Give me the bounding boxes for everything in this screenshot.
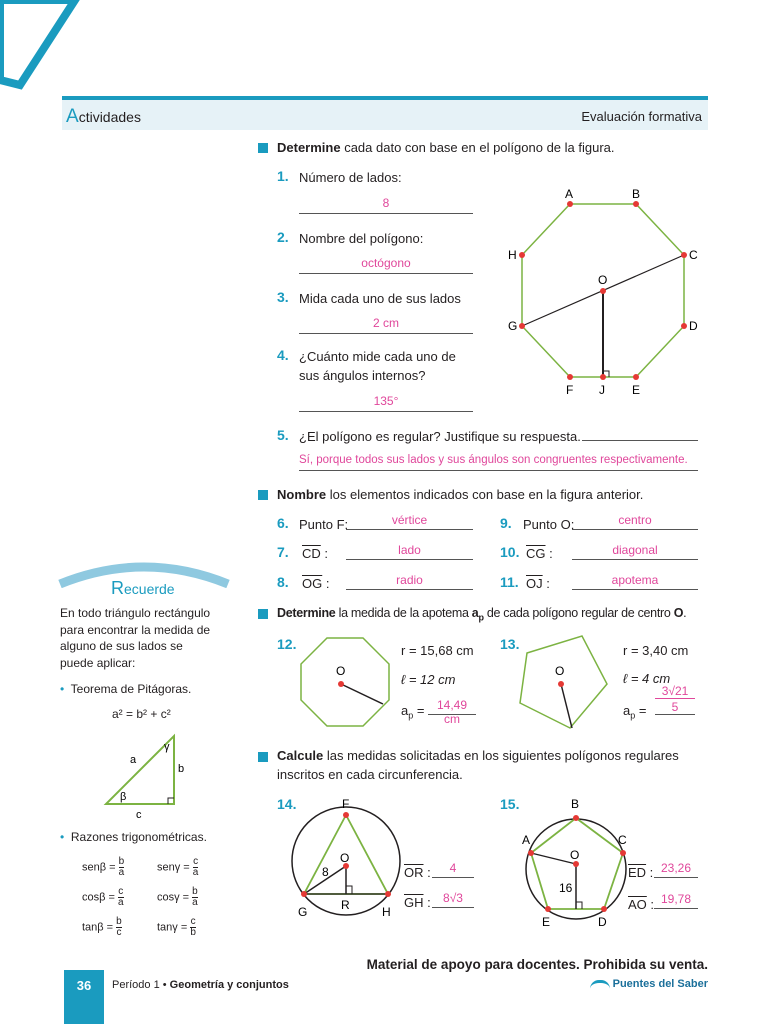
q4-text2: sus ángulos internos? [299, 368, 426, 383]
trig-label: tanγ = [157, 920, 188, 933]
q15-label-16: 16 [559, 881, 573, 895]
q6-answer: vértice [346, 513, 473, 530]
q8-label: $\overline{OG}$ : [302, 576, 330, 591]
q13-ap-a: a [623, 703, 631, 718]
label-D: D [689, 319, 698, 333]
section3-text2: de cada polígono regular de centro [483, 606, 674, 620]
trig-grid [82, 852, 232, 942]
trig-num: b [116, 915, 122, 927]
trig-num: c [190, 915, 196, 927]
q9-label: Punto O: [523, 517, 575, 532]
q7-label: $\overline{CD}$ : [302, 546, 329, 561]
trig-den: a [118, 896, 124, 908]
q13-center-label: O [555, 664, 565, 678]
header-title [66, 106, 141, 128]
q15-ao-segment: $\overline{AO}$ [628, 897, 647, 912]
section2-heading [277, 487, 643, 502]
q8-answer: radio [346, 573, 473, 590]
tri-beta: β [120, 791, 127, 803]
q14-gh-segment: $\overline{GH}$ [404, 895, 424, 910]
section2-bold: Nombre [277, 487, 327, 502]
q10-label: $\overline{CG}$ : [526, 546, 553, 561]
section2-text: los elementos indicados con base en la figura anterior. [326, 487, 644, 502]
trig-label: senβ = [82, 860, 116, 873]
q7-segment: $\overline{CD}$ [302, 546, 321, 561]
q14-or-segment: $\overline{OR}$ [404, 865, 424, 880]
bullet-dot: • [60, 830, 65, 844]
q13-answer-num: 3√21 [655, 684, 695, 699]
bullet2-text: Razones trigonométricas. [70, 830, 207, 844]
bridge-icon [590, 980, 610, 989]
q15-label-O: O [570, 848, 580, 862]
label-B: B [632, 187, 641, 201]
q14-gh-answer: 8√3 [432, 891, 474, 908]
q13-ap [623, 701, 646, 726]
q5-number: 5. [277, 427, 289, 443]
label-O: O [598, 273, 608, 287]
q8-segment: $\overline{OG}$ [302, 576, 323, 591]
q15-label-E: E [542, 915, 551, 929]
q13-l: ℓ = 4 cm [623, 671, 671, 686]
q12-number: 12. [277, 636, 297, 652]
section3-a: a [471, 606, 479, 620]
trig-fraction [119, 857, 125, 878]
pitagoras-formula: a² = b² + c² [112, 707, 171, 721]
recuerde-line: alguno de sus lados se [60, 639, 183, 653]
section-marker [258, 490, 268, 500]
tri-a: a [130, 754, 137, 766]
q15-label-A: A [522, 833, 531, 847]
q9-number: 9. [500, 515, 512, 531]
trig-den: a [118, 866, 125, 878]
section3-bold: Determine [277, 606, 336, 620]
q3-number: 3. [277, 289, 289, 305]
tri-gamma: γ [164, 741, 170, 753]
q4-answer: 135° [299, 394, 473, 412]
recuerde-text [60, 605, 210, 671]
q12-ap [401, 701, 424, 726]
recuerde-initial: R [111, 578, 124, 598]
section-marker [258, 143, 268, 153]
trig-label: cosγ = [157, 890, 190, 903]
q15-number: 15. [500, 796, 520, 812]
q15-label-D: D [598, 915, 607, 929]
q14-gh-label: $\overline{GH}$ : [404, 895, 431, 910]
footer-brand [590, 978, 708, 990]
recuerde-line: para encontrar la medida de [60, 622, 211, 637]
footer-subject: Geometría y conjuntos [169, 979, 289, 991]
section4-heading [277, 748, 679, 763]
q5-line1 [582, 440, 698, 441]
label-C: C [689, 248, 698, 262]
q12-r: r = 15,68 cm [401, 643, 474, 658]
trig-fraction [190, 917, 196, 938]
q3-text: Mida cada uno de sus lados [299, 291, 461, 306]
q13-pentagon [515, 628, 615, 738]
label-E: E [632, 383, 641, 397]
section3-text: la medida de la apotema [335, 606, 472, 620]
q12-ap-a: a [401, 703, 409, 718]
q14-or-label: $\overline{OR}$ : [404, 865, 431, 880]
q13-answer-den: 5 [655, 700, 695, 715]
footer-notice: Material de apoyo para docentes. Prohibida su venta. [366, 957, 708, 972]
label-F: F [566, 383, 574, 397]
recuerde-line: En todo triángulo rectángulo [60, 606, 211, 620]
section1-text: cada dato con base en el polígono de la figura. [340, 140, 615, 155]
octagon-figure [500, 180, 710, 400]
right-triangle [98, 730, 198, 820]
trig-label: cosβ = [82, 890, 115, 903]
q12-octagon [296, 632, 396, 737]
q5-answer: Sí, porque todos sus lados y sus ángulos son congruentes respectivamente. [299, 454, 698, 471]
q11-segment: $\overline{OJ}$ [526, 576, 543, 591]
trig-fraction [192, 887, 198, 908]
q15-ed-label: $\overline{ED}$ : [628, 865, 654, 880]
q12-l: ℓ = 12 cm [401, 672, 456, 687]
q14-label-R: R [341, 898, 350, 912]
q2-text: Nombre del polígono: [299, 231, 424, 246]
q14-label-H: H [382, 905, 391, 919]
brand-text: Puentes del Saber [612, 978, 708, 990]
recuerde-title-text: ecuerde [124, 581, 175, 597]
q12-center-label: O [336, 664, 346, 678]
q14-figure [290, 792, 410, 922]
q10-segment: $\overline{CG}$ [526, 546, 546, 561]
q4-text1: ¿Cuánto mide cada uno de [299, 349, 456, 364]
q14-label-F: F [342, 797, 350, 811]
q5-text: ¿El polígono es regular? Justifique su respuesta. [299, 429, 581, 444]
q1-text: Número de lados: [299, 170, 402, 185]
q1-number: 1. [277, 168, 289, 184]
section4-heading2: inscritos en cada circunferencia. [277, 767, 463, 782]
section4-bold: Calcule [277, 748, 324, 763]
corner-decoration [0, 0, 90, 100]
footer-period [112, 979, 289, 991]
q15-ed-answer: 23,26 [654, 861, 698, 878]
tri-b: b [178, 763, 185, 775]
section3-o: O [673, 606, 684, 620]
tri-c: c [136, 809, 142, 820]
header-title-text: ctividades [78, 109, 141, 125]
bullet-razones [60, 830, 207, 844]
q6-number: 6. [277, 515, 289, 531]
q13-r: r = 3,40 cm [623, 643, 689, 658]
recuerde-title [111, 578, 175, 599]
trig-den: b [190, 926, 196, 938]
section1-heading [277, 140, 615, 155]
section-marker [258, 609, 268, 619]
q10-answer: diagonal [572, 543, 698, 560]
label-H: H [508, 248, 517, 262]
q2-number: 2. [277, 229, 289, 245]
trig-den: a [192, 896, 198, 908]
q15-label-B: B [571, 797, 580, 811]
label-A: A [565, 187, 574, 201]
trig-num: b [192, 885, 198, 897]
q11-label: $\overline{OJ}$ : [526, 576, 550, 591]
trig-fraction [116, 917, 122, 938]
trig-label: senγ = [157, 860, 190, 873]
q12-ap-p: p [408, 710, 414, 721]
q14-number: 14. [277, 796, 297, 812]
trig-den: a [192, 866, 199, 878]
header-right: Evaluación formativa [581, 109, 702, 124]
q15-ed-segment: $\overline{ED}$ [628, 865, 647, 880]
q7-answer: lado [346, 543, 473, 560]
q4-number: 4. [277, 347, 289, 363]
trig-num: b [118, 855, 125, 867]
q2-answer: octógono [299, 256, 473, 274]
section4-text: las medidas solicitadas en los siguientes polígonos regulares [323, 748, 679, 763]
trig-fraction [193, 857, 199, 878]
bullet-dot: • [60, 682, 65, 696]
section1-bold: Determine [277, 140, 341, 155]
q3-answer: 2 cm [299, 316, 473, 334]
q12-answer: 14,49 cm [428, 698, 476, 715]
footer-period-text: Período 1 • [112, 979, 170, 991]
recuerde-line: puede aplicar: [60, 655, 136, 670]
q14-label-8: 8 [322, 865, 329, 879]
bullet1-text: Teorema de Pitágoras. [70, 682, 192, 696]
q11-number: 11. [500, 574, 519, 590]
q14-label-G: G [298, 905, 308, 919]
trig-fraction [118, 887, 124, 908]
q10-number: 10. [500, 544, 520, 560]
section3-heading [277, 606, 686, 623]
q1-answer: 8 [299, 196, 473, 214]
page-number: 36 [76, 978, 92, 993]
trig-label: tanβ = [82, 920, 114, 933]
trig-num: c [118, 885, 124, 897]
q15-label-C: C [618, 833, 627, 847]
q7-number: 7. [277, 544, 289, 560]
q6-label: Punto F: [299, 517, 349, 532]
trig-num: c [193, 855, 199, 867]
q9-answer: centro [572, 513, 698, 530]
bullet-pitagoras [60, 682, 191, 696]
q14-label-O: O [340, 851, 350, 865]
label-G: G [508, 319, 518, 333]
section-marker [258, 752, 268, 762]
header-initial: A [66, 106, 79, 127]
q11-answer: apotema [572, 573, 698, 590]
q15-ao-label: $\overline{AO}$ : [628, 897, 655, 912]
q15-ao-answer: 19,78 [654, 892, 698, 909]
q13-ap-p: p [630, 710, 636, 721]
q15-figure [518, 792, 633, 932]
q12-eq: = [413, 703, 425, 718]
section3-p: p [478, 612, 484, 623]
section3-end: . [683, 606, 687, 620]
label-J: J [599, 383, 605, 397]
q8-number: 8. [277, 574, 289, 590]
trig-den: c [116, 926, 122, 938]
q13-number: 13. [500, 636, 520, 652]
q14-or-answer: 4 [432, 861, 474, 878]
q13-eq: = [635, 703, 647, 718]
